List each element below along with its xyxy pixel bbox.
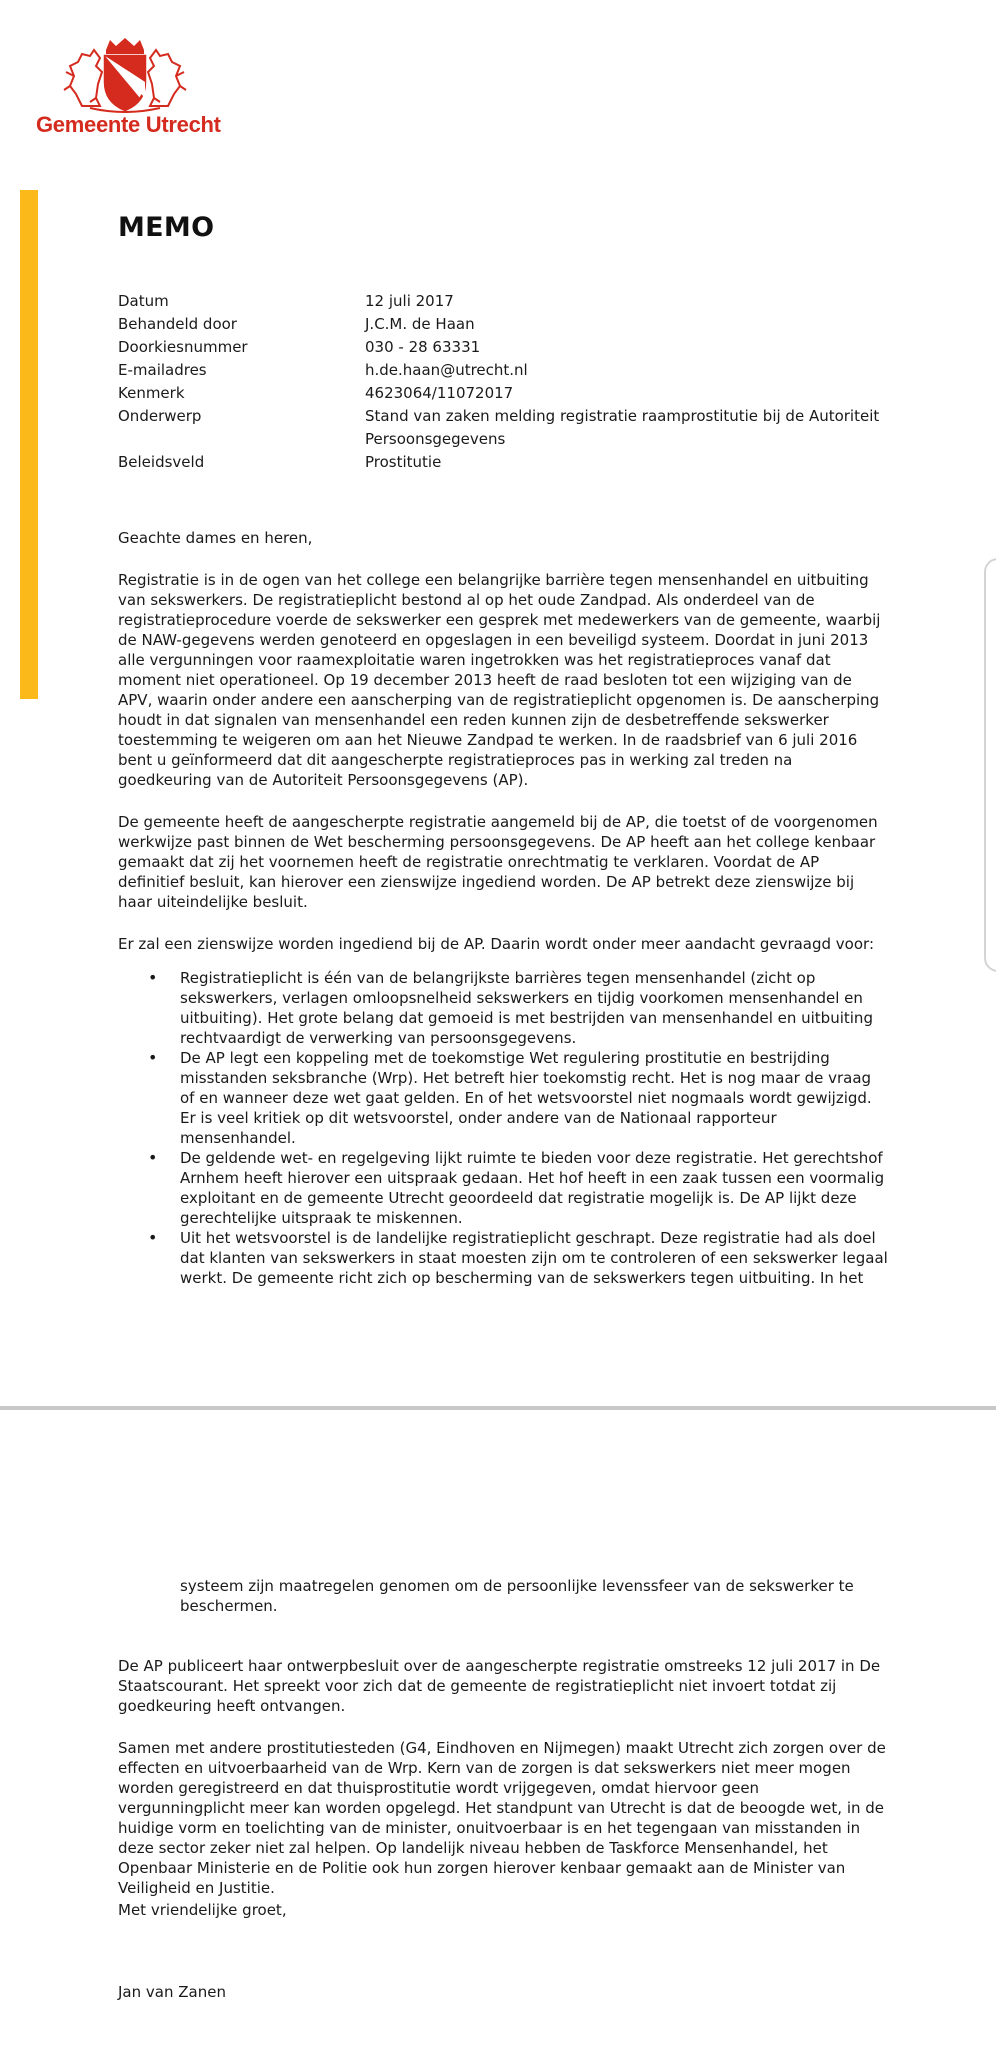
meta-label: Onderwerp <box>118 407 202 425</box>
page-divider <box>0 1406 996 1410</box>
list-item: • Uit het wetsvoorstel is de landelijke registratieplicht geschrapt. Deze registratie had als doel dat klanten van sekswerkers in staat moesten zijn om te controleren of een sekswerker legaal werkt. De gemeente richt zich op bescherming van de sekswerkers tegen uitbuiting. In het <box>180 1228 888 1288</box>
meta-value: h.de.haan@utrecht.nl <box>365 361 528 379</box>
meta-label: E-mailadres <box>118 361 207 379</box>
meta-row-behandeld-door <box>118 313 898 336</box>
city-coat-of-arms-icon <box>60 36 190 114</box>
meta-label: Kenmerk <box>118 384 185 402</box>
meta-row-emailadres <box>118 359 898 382</box>
gemeente-utrecht-logo <box>36 36 221 140</box>
meta-row-datum <box>118 290 898 313</box>
scroll-handle[interactable] <box>984 558 996 972</box>
list-item: • De AP legt een koppeling met de toekomstige Wet regulering prostitutie en bestrijding misstanden seksbranche (Wrp). Het betreft hier toekomstig recht. Het is nog maar de vraag of en wanneer deze wet gaat gelden. En of het wetsvoorstel niet nogmaals wordt gewijzigd. Er is veel kritiek op dit wetsvoorstel, onder andere van de Nationaal rapporteur mensenhandel. <box>180 1048 888 1148</box>
meta-row-onderwerp <box>118 405 898 451</box>
meta-value: 4623064/11072017 <box>365 384 514 402</box>
meta-row-beleidsveld <box>118 451 898 474</box>
zienswijze-bullet-list <box>180 968 888 1288</box>
meta-value: 030 - 28 63331 <box>365 338 481 356</box>
meta-value: Stand van zaken melding registratie raamprostitutie bij de Autoriteit Persoonsgegevens <box>365 407 880 448</box>
meta-label: Behandeld door <box>118 315 237 333</box>
meta-row-doorkiesnummer <box>118 336 898 359</box>
memo-metadata <box>118 290 898 474</box>
meta-label: Datum <box>118 292 169 310</box>
accent-bar <box>20 190 38 699</box>
paragraph-ontwerpbesluit: De AP publiceert haar ontwerpbesluit over de aangescherpte registratie omstreeks 12 juli 2017 in De Staatscourant. Het spreekt voor zich dat de gemeente de registratieplicht niet invoert totdat zij goedkeuring heeft ontvangen. <box>118 1657 881 1715</box>
meta-value: 12 juli 2017 <box>365 292 454 310</box>
bullet-continuation: systeem zijn maatregelen genomen om de persoonlijke levenssfeer van de sekswerker te beschermen. <box>180 1577 854 1615</box>
list-item: • De geldende wet- en regelgeving lijkt ruimte te bieden voor deze registratie. Het gerechtshof Arnhem heeft hierover een uitspraak gedaan. Het hof heeft in een zaak tussen een voormalig exploitant en de gemeente Utrecht geoordeeld dat registratie mogelijk is. De AP lijkt deze gerechtelijke uitspraak te miskennen. <box>180 1148 888 1228</box>
meta-value: Prostitutie <box>365 453 442 471</box>
paragraph-zienswijze: Er zal een zienswijze worden ingediend bij de AP. Daarin wordt onder meer aandacht gevraagd voor: <box>118 935 874 953</box>
memo-title: MEMO <box>118 212 215 243</box>
greeting: Met vriendelijke groet, <box>118 1901 287 1919</box>
meta-value: J.C.M. de Haan <box>365 315 475 333</box>
signature: Jan van Zanen <box>118 1983 226 2001</box>
paragraph-registratie: Registratie is in de ogen van het college een belangrijke barrière tegen mensenhandel en uitbuiting van sekswerkers. De registratieplicht bestond al op het oude Zandpad. Als onderdeel van de registratieprocedure voerde de sekswerker een gesprek met medewerkers van de gemeente, waarbij de NAW-gegevens werden genoteerd en opgeslagen in een beveiligd systeem. Doordat in juni 2013 alle vergunningen voor raamexploitatie waren ingetrokken was het registratieproces vanaf dat moment niet operationeel. Op 19 december 2013 heeft de raad besloten tot een wijziging van de APV, waarin onder andere een aanscherping van de registratieplicht opgenomen is. De aanscherping houdt in dat signalen van mensenhandel een reden kunnen zijn de desbetreffende sekswerker toestemming te weigeren om aan het Nieuwe Zandpad te werken. In de raadsbrief van 6 juli 2016 bent u geïnformeerd dat dit aangescherpte registratieproces pas in werking zal treden na goedkeuring van de Autoriteit Persoonsgegevens (AP). <box>118 571 881 789</box>
paragraph-wrp-zorgen: Samen met andere prostitutiesteden (G4, Eindhoven en Nijmegen) maakt Utrecht zich zorgen over de effecten en uitvoerbaarheid van de Wrp. Kern van de zorgen is dat sekswerkers niet meer mogen worden geregistreerd en dat thuisprostitutie wordt vrijgegeven, omdat hiervoor geen vergunningplicht meer kan worden opgelegd. Het standpunt van Utrecht is dat de beoogde wet, in de huidige vorm en toelichting van de minister, onuitvoerbaar is en het tegengaan van misstanden in deze sector zeker niet zal helpen. Op landelijk niveau hebben de Taskforce Mensenhandel, het Openbaar Ministerie en de Politie ook hun zorgen hierover kenbaar gemaakt aan de Minister van Veiligheid en Justitie. <box>118 1739 886 1897</box>
logo-text: Gemeente Utrecht <box>36 112 221 137</box>
meta-row-kenmerk <box>118 382 898 405</box>
paragraph-aanmelding-ap: De gemeente heeft de aangescherpte registratie aangemeld bij de AP, die toetst of de voorgenomen werkwijze past binnen de Wet bescherming persoonsgegevens. De AP heeft aan het college kenbaar gemaakt dat zij het voornemen heeft de registratie onrechtmatig te verklaren. Voordat de AP definitief besluit, kan hierover een zienswijze ingediend worden. De AP betrekt deze zienswijze bij haar uiteindelijke besluit. <box>118 813 878 911</box>
list-item: • Registratieplicht is één van de belangrijkste barrières tegen mensenhandel (zicht op sekswerkers, verlagen omloopsnelheid sekswerkers en tijdig voorkomen mensenhandel en uitbuiting). Het grote belang dat gemoeid is met bestrijden van mensenhandel en uitbuiting rechtvaardigt de verwerking van persoonsgegevens. <box>180 968 888 1048</box>
meta-label: Beleidsveld <box>118 453 205 471</box>
meta-label: Doorkiesnummer <box>118 338 248 356</box>
salutation: Geachte dames en heren, <box>118 529 313 547</box>
